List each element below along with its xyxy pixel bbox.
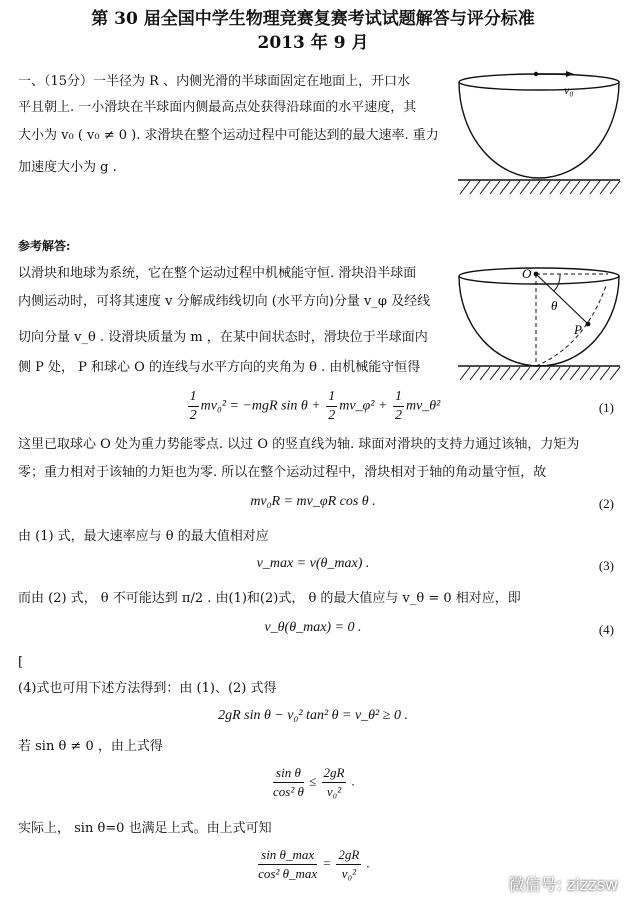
solution-p4: 而由 (2) 式， θ 不可能达到 π/2 . 由(1)和(2)式， θ 的最大值应与 v_θ = 0 相对应，即 bbox=[18, 591, 521, 606]
hemisphere-angle-figure bbox=[456, 262, 622, 388]
eq1-part-a: mv₀² = −mgR sin θ + bbox=[200, 398, 321, 414]
solution-heading: 参考解答: bbox=[18, 239, 71, 253]
solution-p1-line-1: 以滑块和地球为系统，它在整个运动过程中机械能守恒. 滑块沿半球面 bbox=[18, 266, 417, 281]
equation-5: 2gR sin θ − v₀² tan² θ = v_θ² ≥ 0 . bbox=[218, 708, 408, 723]
equation-2-number: (2) bbox=[598, 496, 614, 511]
equation-6 bbox=[0, 764, 626, 801]
eq7-right-denominator: v₀² bbox=[341, 866, 356, 881]
eq6-period: . bbox=[351, 773, 355, 789]
solution-p7: 实际上， sin θ=0 也满足上式。由上式可知 bbox=[18, 821, 272, 836]
problem-line-1: 一、（15分）一半径为 R 、内侧光滑的半球面固定在地面上，开口水 bbox=[18, 74, 411, 89]
solution-p2-line-2: 零；重力相对于该轴的力矩也为零. 所以在整个运动过程中，滑块相对于轴的角动量守恒，故 bbox=[18, 465, 547, 480]
eq7-period: . bbox=[366, 855, 370, 871]
eq7-denominator: cos² θ_max bbox=[258, 866, 318, 881]
solution-p6: 若 sin θ ≠ 0 ，由上式得 bbox=[18, 739, 163, 754]
equation-1-number: (1) bbox=[598, 400, 614, 415]
solution-p1-line-3: 切向分量 v_θ . 设滑块质量为 m ，在某中间状态时，滑块位于半球面内 bbox=[18, 330, 428, 345]
eq6-numerator: sin θ bbox=[273, 764, 304, 783]
problem-line-3: 大小为 v₀ ( v₀ ≠ 0 ). 求滑块在整个运动过程中可能达到的最大速率. 重力 bbox=[18, 128, 439, 143]
page-title: 第 30 届全国中学生物理竞赛复赛考试试题解答与评分标准 bbox=[91, 9, 535, 29]
solution-p1-line-2: 内侧运动时，可将其速度 v 分解成纬线切向 (水平方向)分量 v_φ 及经线 bbox=[18, 294, 431, 309]
theta-label: θ bbox=[551, 298, 558, 313]
open-bracket: [ bbox=[18, 655, 24, 670]
eq1-half-num-a: 1 bbox=[188, 388, 199, 407]
solution-p5: (4)式也可用下述方法得到：由 (1)、(2) 式得 bbox=[18, 681, 277, 696]
eq1-half-num-c: 1 bbox=[393, 388, 404, 407]
eq1-half-den-c: 2 bbox=[394, 408, 402, 423]
eq6-right-numerator: 2gR bbox=[322, 764, 347, 783]
page-date: 2013 年 9 月 bbox=[257, 33, 369, 53]
v0-label: v₀ bbox=[564, 83, 574, 97]
eq1-half-den-b: 2 bbox=[328, 408, 336, 423]
solution-p1-line-4: 侧 P 处， P 和球心 O 的连线与水平方向的夹角为 θ . 由机械能守恒得 bbox=[18, 360, 421, 375]
equation-4-number: (4) bbox=[598, 622, 614, 637]
solution-p3: 由 (1) 式，最大速率应与 θ 的最大值相对应 bbox=[18, 529, 269, 544]
equation-3: v_max = v(θ_max) . bbox=[256, 556, 370, 571]
point-p-label: P bbox=[574, 322, 582, 337]
eq6-relation: ≤ bbox=[309, 773, 317, 789]
equation-4: v_θ(θ_max) = 0 . bbox=[264, 620, 362, 635]
eq1-half-num-b: 1 bbox=[326, 388, 337, 407]
problem-line-2: 平且朝上. 一小滑块在半球面内侧最高点处获得沿球面的水平速度，其 bbox=[18, 100, 417, 115]
eq1-part-b: mv_φ² + bbox=[339, 398, 388, 414]
eq1-part-c: mv_θ² bbox=[405, 398, 441, 414]
equation-1 bbox=[0, 388, 626, 425]
watermark: 微信号: zizzsw bbox=[508, 875, 618, 894]
problem-line-4: 加速度大小为 g . bbox=[18, 160, 117, 175]
eq7-numerator: sin θ_max bbox=[258, 846, 317, 865]
hemisphere-figure bbox=[456, 68, 622, 204]
origin-label: O bbox=[522, 266, 532, 281]
equation-3-number: (3) bbox=[598, 558, 614, 573]
eq6-denominator: cos² θ bbox=[273, 784, 304, 799]
eq6-right-denominator: v₀² bbox=[326, 784, 342, 799]
equation-2: mv₀R = mv_φR cos θ . bbox=[250, 494, 376, 509]
solution-p2-line-1: 这里已取球心 O 处为重力势能零点. 以过 O 的竖直线为轴. 球面对滑块的支持力通过该轴，力矩为 bbox=[18, 437, 580, 452]
eq7-relation: = bbox=[322, 855, 332, 871]
eq1-half-den-a: 2 bbox=[189, 408, 197, 423]
eq7-right-numerator: 2gR bbox=[336, 846, 361, 865]
